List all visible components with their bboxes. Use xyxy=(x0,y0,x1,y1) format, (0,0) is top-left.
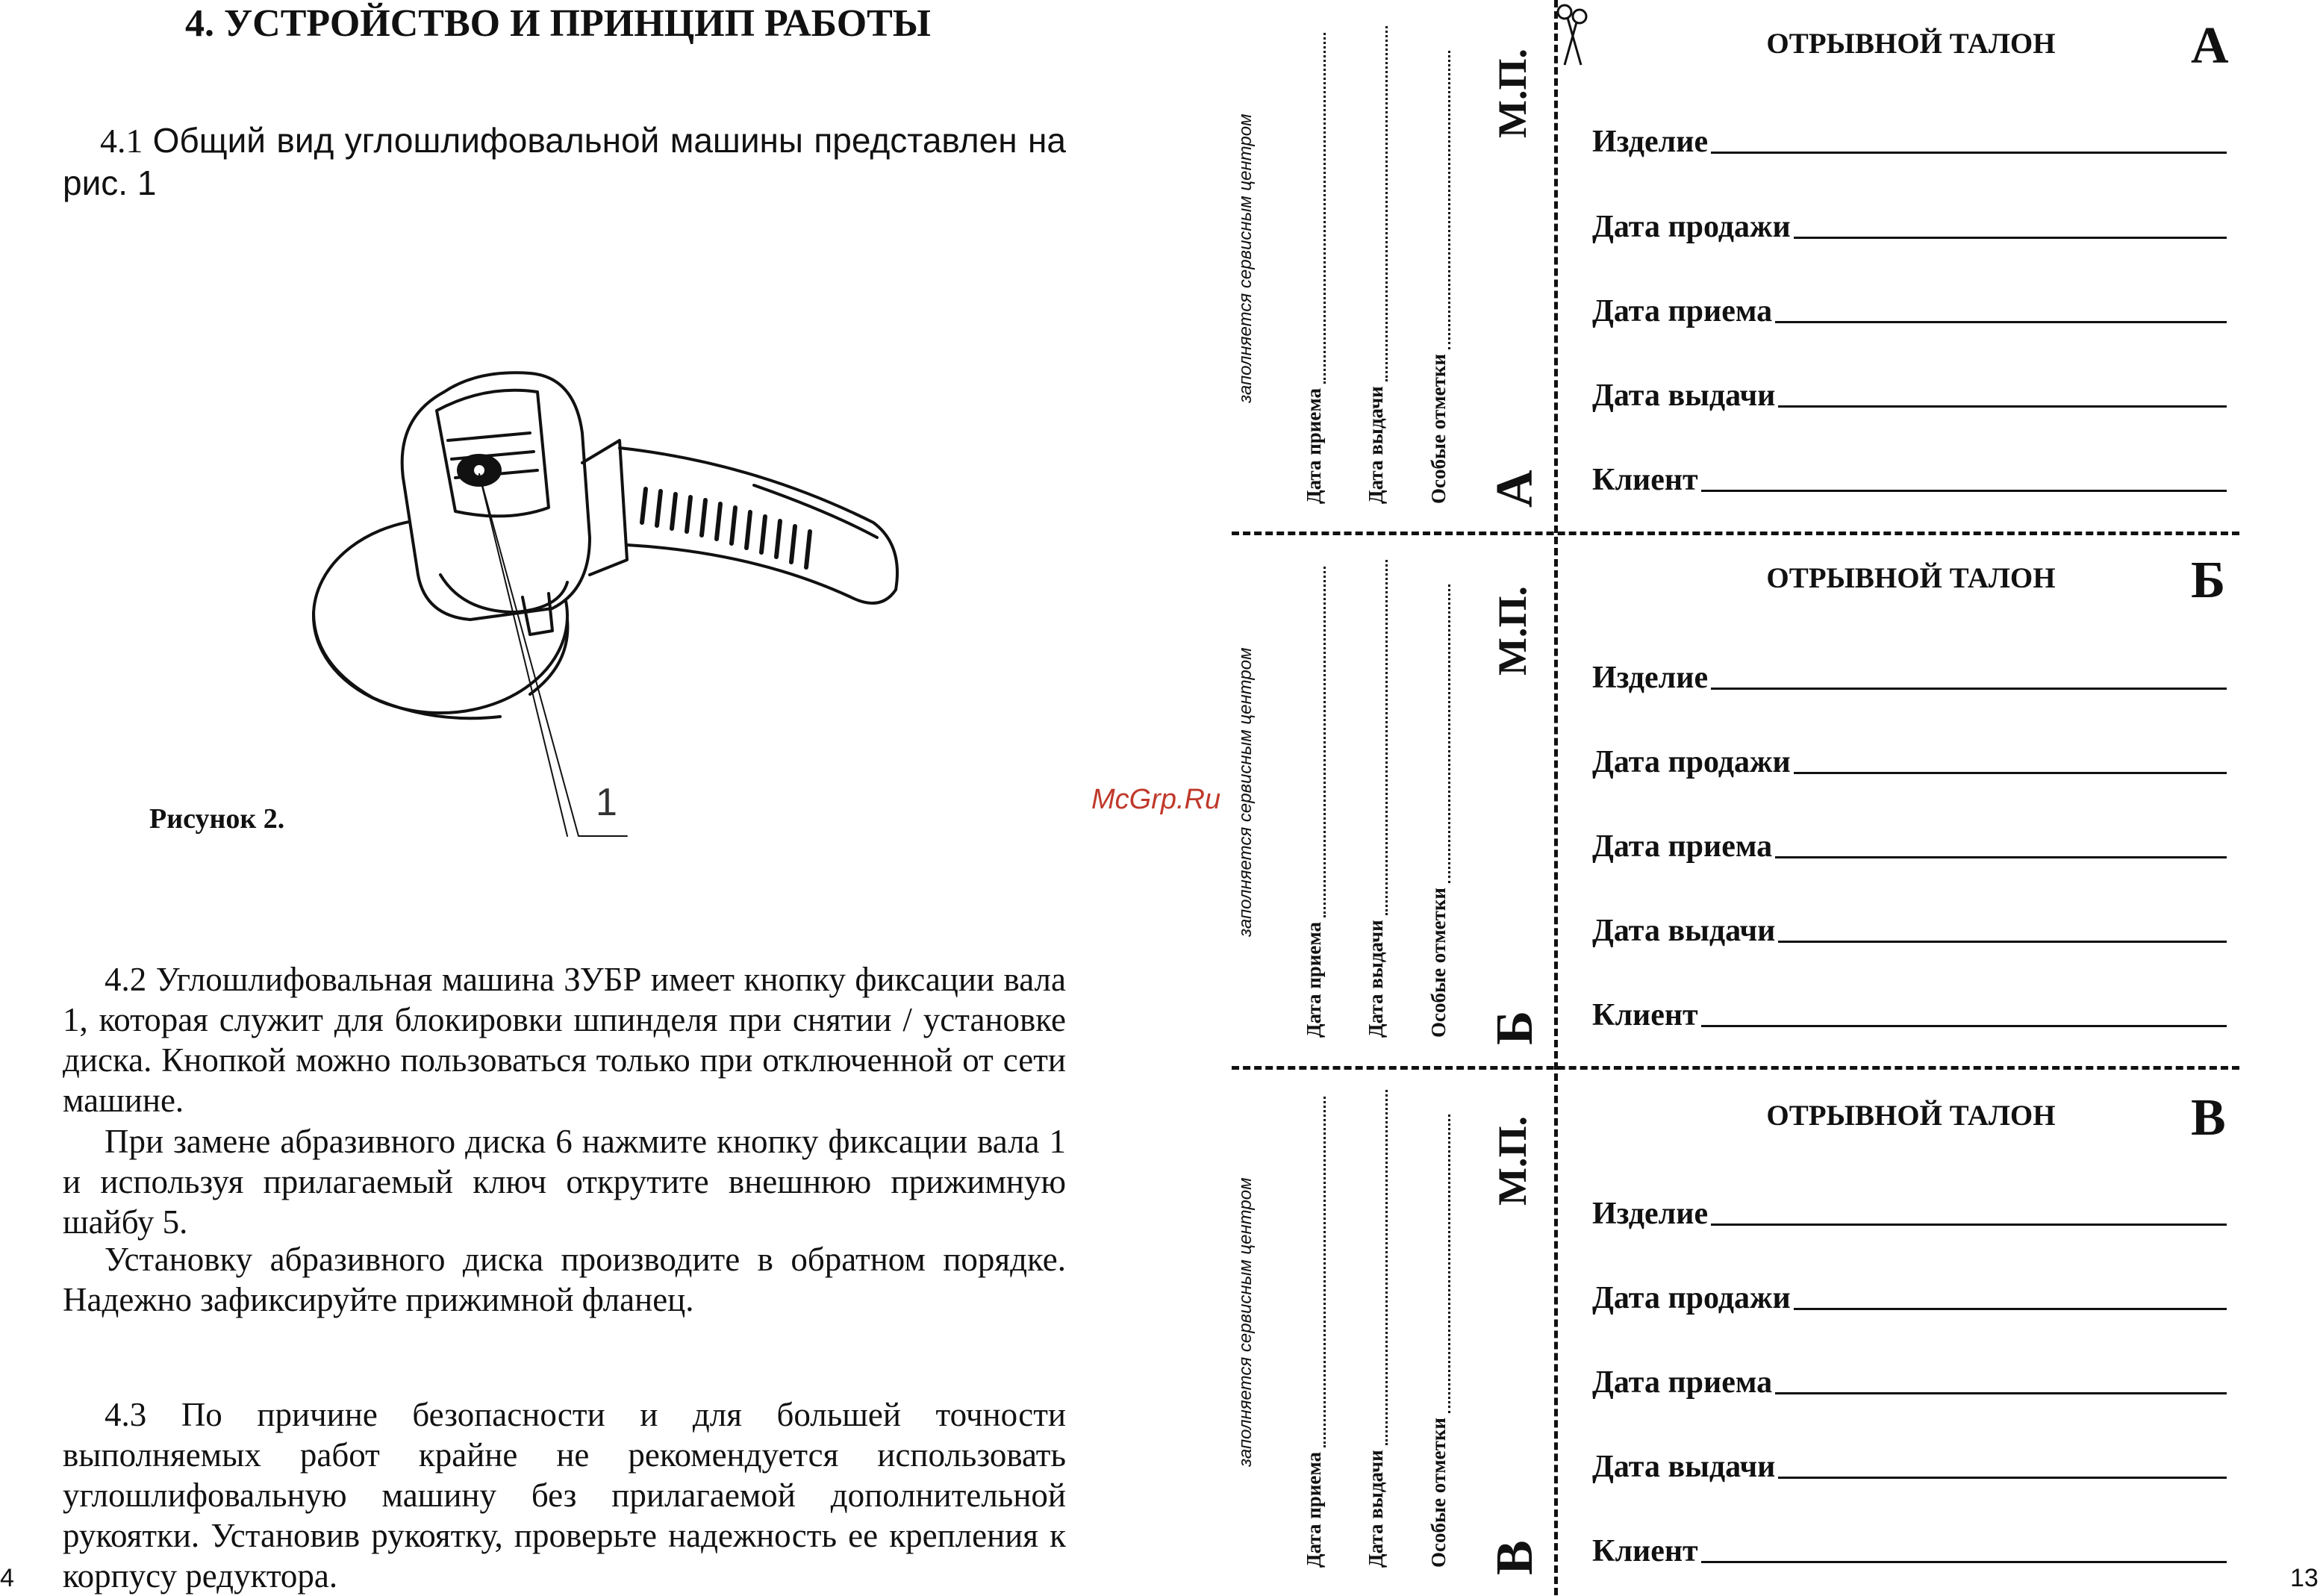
coupon-field-product: Изделие xyxy=(1592,1196,2227,1232)
coupon-field-client: Клиент xyxy=(1592,997,2227,1033)
coupon-field-issued-date: Дата выдачи xyxy=(1592,378,2227,414)
coupon-title: ОТРЫВНОЙ ТАЛОН xyxy=(1766,562,2056,594)
page-number-right: 13 xyxy=(2290,1564,2319,1592)
stub-field-received: Дата приема xyxy=(1303,560,1326,1038)
coupon-field-issued-date: Дата выдачи xyxy=(1592,913,2227,949)
angle-grinder-illustration xyxy=(306,351,948,858)
stub-letter: Б xyxy=(1486,1010,1544,1045)
coupon-field-received-date: Дата приема xyxy=(1592,1365,2227,1400)
paragraph-number: 4.1 xyxy=(100,122,143,160)
watermark: McGrp.Ru xyxy=(1091,784,1221,815)
coupon-title: ОТРЫВНОЙ ТАЛОН xyxy=(1766,28,2056,60)
paragraph-4-3: 4.3 По причине безопасности и для большей точности выполняемых работ крайне не рекомендуется использовать углошлифовальную машину без прилагаемой дополнительной рукоятки. Установив рукоятку, проверьте надежность ее крепления к корпусу редуктора. xyxy=(63,1396,1066,1595)
coupon-field-sale-date: Дата продажи xyxy=(1592,209,2227,245)
figure-caption: Рисунок 2. xyxy=(149,803,285,835)
stub-stamp: М.П. xyxy=(1490,1116,1535,1206)
coupon-field-client: Клиент xyxy=(1592,462,2227,498)
page-number-left: 4 xyxy=(0,1564,14,1592)
stub-service-note: заполняется сервисным центром xyxy=(1235,647,1256,937)
coupon-field-client: Клиент xyxy=(1592,1533,2227,1569)
stub-letter: В xyxy=(1486,1540,1544,1575)
coupon-field-received-date: Дата приема xyxy=(1592,829,2227,864)
stub-service-note: заполняется сервисным центром xyxy=(1235,113,1256,403)
coupon-letter: А xyxy=(2191,17,2229,75)
coupon-field-sale-date: Дата продажи xyxy=(1592,1280,2227,1316)
stub-letter: А xyxy=(1486,470,1544,508)
coupon-letter: Б xyxy=(2191,552,2226,609)
coupon-field-product: Изделие xyxy=(1592,660,2227,696)
stub-field-notes: Особые отметки xyxy=(1427,1090,1450,1568)
stub-field-received: Дата приема xyxy=(1303,1090,1326,1568)
paragraph-4-2-replace-disc: При замене абразивного диска 6 нажмите кнопку фиксации вала 1 и используя прилагаемый ключ открутите внешнюю прижимную шайбу 5. xyxy=(63,1123,1066,1241)
horizontal-cut-line xyxy=(1232,532,2239,535)
figure-callout-number: 1 xyxy=(596,781,617,824)
stub-field-issued: Дата выдачи xyxy=(1365,26,1388,504)
stub-field-notes: Особые отметки xyxy=(1427,560,1450,1038)
section-title: 4. УСТРОЙСТВО И ПРИНЦИП РАБОТЫ xyxy=(185,2,931,45)
paragraph-4-2: 4.2 Углошлифовальная машина ЗУБР имеет кнопку фиксации вала 1, которая служит для блокировки шпинделя при снятии / установке диска. Кнопкой можно пользоваться только при отключенной от сети машине. xyxy=(63,961,1066,1119)
coupon-field-received-date: Дата приема xyxy=(1592,293,2227,329)
stub-stamp: М.П. xyxy=(1490,586,1535,676)
coupon-field-sale-date: Дата продажи xyxy=(1592,744,2227,780)
stub-field-notes: Особые отметки xyxy=(1427,26,1450,504)
coupon-field-issued-date: Дата выдачи xyxy=(1592,1449,2227,1485)
coupon-field-product: Изделие xyxy=(1592,124,2227,160)
stub-stamp: М.П. xyxy=(1490,49,1535,138)
paragraph-4-1 xyxy=(63,119,1066,205)
paragraph-text: Общий вид углошлифовальной машины представлен на рис. 1 xyxy=(63,121,1067,202)
stub-field-issued: Дата выдачи xyxy=(1365,560,1388,1038)
stub-service-note: заполняется сервисным центром xyxy=(1235,1177,1256,1467)
horizontal-cut-line xyxy=(1232,1066,2239,1070)
stub-field-received: Дата приема xyxy=(1303,26,1326,504)
paragraph-4-2-install-disc: Установку абразивного диска производите в обратном порядке. Надежно зафиксируйте прижимной фланец. xyxy=(63,1241,1066,1318)
coupon-title: ОТРЫВНОЙ ТАЛОН xyxy=(1766,1100,2056,1132)
scissors-icon xyxy=(1554,1,1599,69)
vertical-cut-line xyxy=(1554,0,1558,1595)
stub-field-issued: Дата выдачи xyxy=(1365,1090,1388,1568)
coupon-letter: В xyxy=(2191,1089,2226,1147)
